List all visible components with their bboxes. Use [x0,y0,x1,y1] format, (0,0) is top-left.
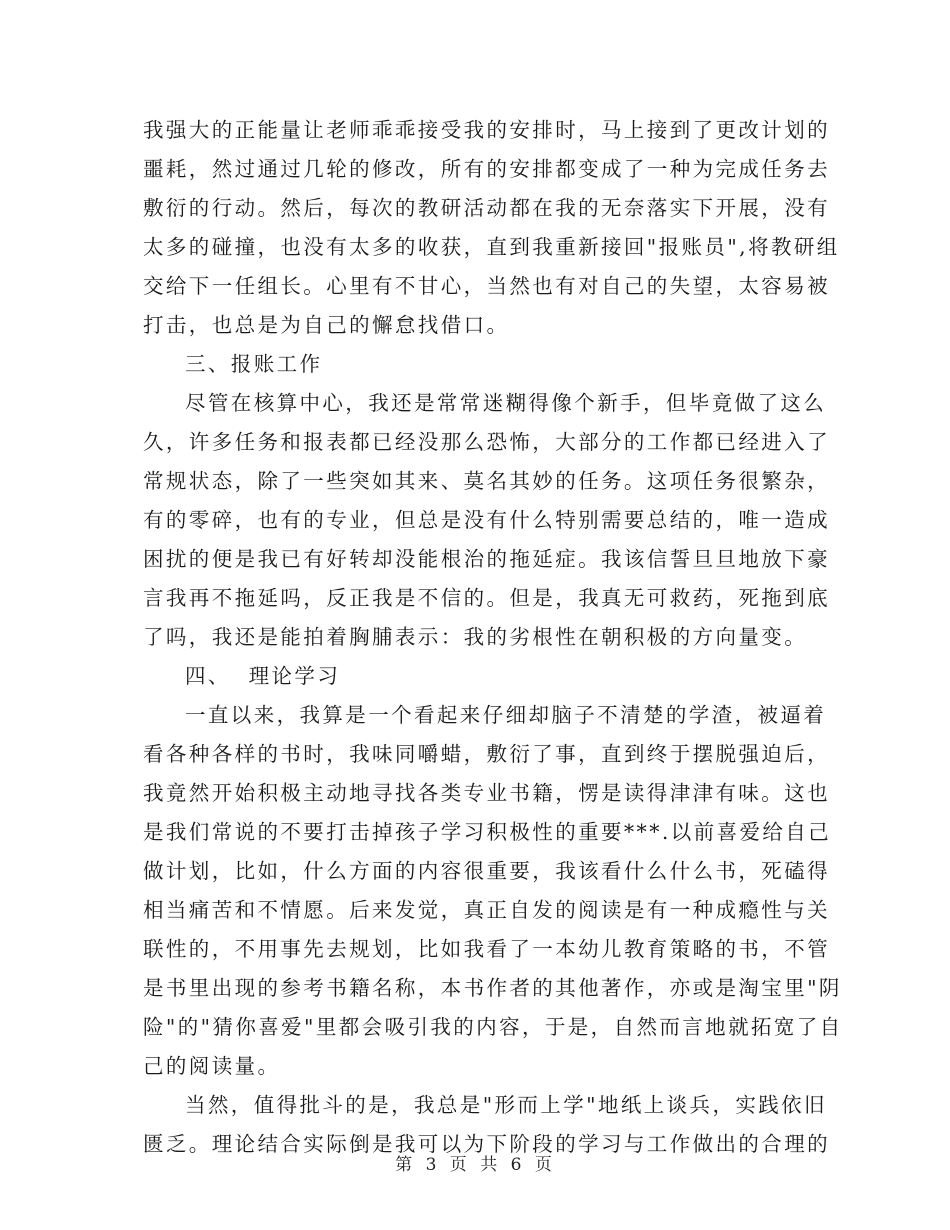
paragraph-line: 联性的，不用事先去规划，比如我看了一本幼儿教育策略的书，不管 [143,937,830,961]
paragraph-line: 相当痛苦和不情愿。后来发觉，真正自发的阅读是有一种成瘾性与关 [143,898,830,922]
paragraph-line: 了吗，我还是能拍着胸脯表示：我的劣根性在朝积极的方向量变。 [143,625,808,649]
paragraph-line: 险"的"猜你喜爱"里都会吸引我的内容，于是，自然而言地就拓宽了自 [143,1015,843,1039]
paragraph-line: 看各种各样的书时，我味同嚼蜡，敷衍了事，直到终于摆脱强迫后， [143,742,830,766]
paragraph-line: 打击，也总是为自己的懈怠找借口。 [143,313,510,337]
paragraph-line: 噩耗，然过通过几轮的修改，所有的安排都变成了一种为完成任务去 [143,157,830,181]
page-number-footer: 第 3 页 共 6 页 [395,1155,555,1175]
paragraph-line: 我竟然开始积极主动地寻找各类专业书籍，愣是读得津津有味。这也 [143,781,830,805]
paragraph-line: 我强大的正能量让老师乖乖接受我的安排时，马上接到了更改计划的 [143,118,830,142]
paragraph-line: 是我们常说的不要打击掉孩子学习积极性的重要***.以前喜爱给自己 [143,820,832,844]
paragraph-line: 尽管在核算中心，我还是常常迷糊得像个新手，但毕竟做了这么 [185,391,827,415]
paragraph-line: 己的阅读量。 [143,1054,281,1078]
paragraph-line: 是书里出现的参考书籍名称，本书作者的其他著作，亦或是淘宝里"阴 [143,976,842,1000]
paragraph-line: 太多的碰撞，也没有太多的收获，直到我重新接回"报账员",将教研组 [143,235,840,259]
paragraph-line: 敷衍的行动。然后，每次的教研活动都在我的无奈落实下开展，没有 [143,196,830,220]
paragraph-line: 一直以来，我算是一个看起来仔细却脑子不清楚的学渣，被逼着 [185,703,827,727]
paragraph-line: 有的零碎，也有的专业，但总是没有什么特别需要总结的，唯一造成 [143,508,830,532]
paragraph-line: 匮乏。理论结合实际倒是我可以为下阶段的学习与工作做出的合理的 [143,1132,830,1156]
paragraph-line: 交给下一任组长。心里有不甘心，当然也有对自己的失望，太容易被 [143,274,830,298]
paragraph-line: 当然，值得批斗的是，我总是"形而上学"地纸上谈兵，实践依旧 [185,1093,827,1117]
section-heading: 三、报账工作 [185,352,323,376]
section-heading: 四、 理论学习 [185,664,341,688]
paragraph-line: 困扰的便是我已有好转却没能根治的拖延症。我该信誓旦旦地放下豪 [143,547,830,571]
paragraph-line: 做计划，比如，什么方面的内容很重要，我该看什么什么书，死磕得 [143,859,830,883]
paragraph-line: 常规状态，除了一些突如其来、莫名其妙的任务。这项任务很繁杂， [143,469,830,493]
paragraph-line: 久，许多任务和报表都已经没那么恐怖，大部分的工作都已经进入了 [143,430,830,454]
paragraph-line: 言我再不拖延吗，反正我是不信的。但是，我真无可救药，死拖到底 [143,586,830,610]
